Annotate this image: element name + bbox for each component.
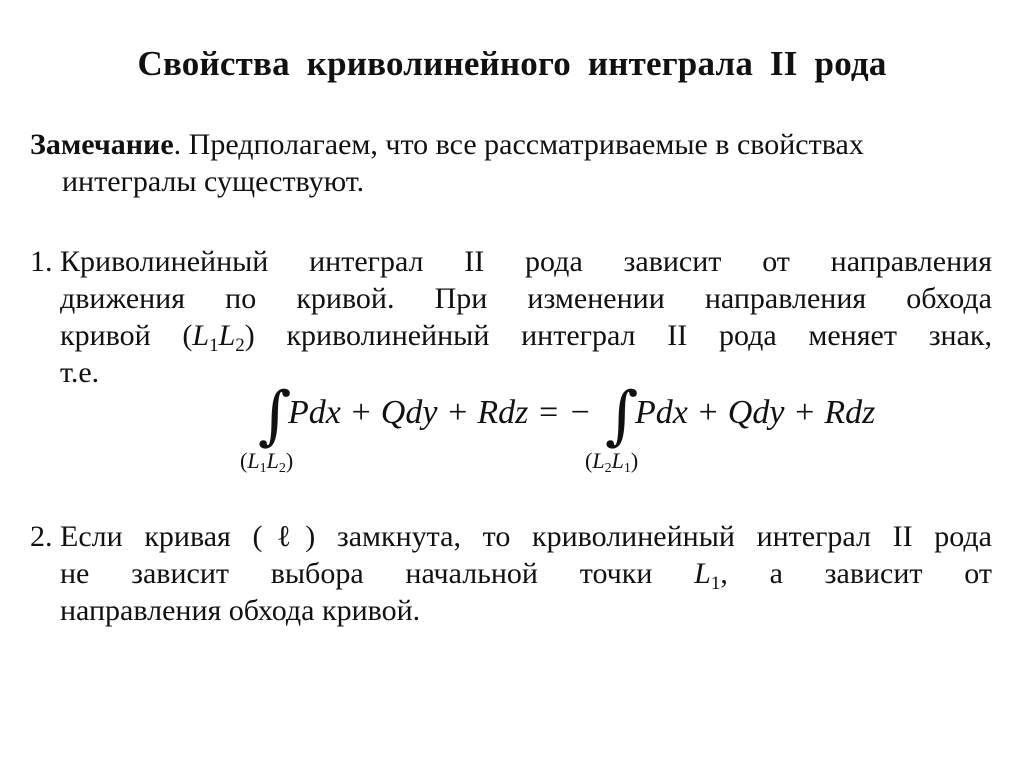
math-sub: 1 [710,573,721,594]
integral-formula [0,380,1024,490]
paren: ( [585,448,593,473]
integral-sign-left: ∫ [258,379,292,453]
property-2-line2 [60,555,992,592]
property-2-line2-end: , а зависит от [720,557,992,590]
property-1-line1: Криволинейный интеграл II рода зависит от направления [60,245,992,278]
right-integral-limit [585,448,638,474]
math-sub: 2 [604,461,612,476]
math-sub: 1 [209,335,219,356]
math-L: L [611,448,624,473]
property-2 [30,518,992,629]
property-2-body [60,518,992,629]
property-1-line4: т.е. [60,356,100,389]
paren: ( [240,448,248,473]
property-2-line2-start: не зависит выбора начальной точки [60,557,695,590]
math-sub: 1 [623,461,631,476]
note-label: Замечание [30,128,174,161]
formula-left-expression: Pdx + Qdy + Rdz = − [288,394,592,431]
property-1-line2: движения по кривой. При изменении направления обхода [60,282,992,315]
property-2-number: 2. [30,520,53,553]
property-1-line3-start: кривой ( [60,319,193,352]
paren: ) [630,448,639,473]
math-sub: 2 [235,335,245,356]
integral-sign-right: ∫ [605,379,639,453]
note-text-line1: . Предполагаем, что все рассматриваемые в свойствах [173,128,864,161]
math-L: L [247,448,260,473]
property-1-number: 1. [30,245,53,278]
property-1-line3-end: ) криволинейный интеграл II рода меняет знак, [244,319,992,352]
math-L: L [218,319,236,352]
property-2-line3: направления обхода кривой. [60,594,421,627]
math-sub: 1 [259,461,267,476]
slide-title: Свойства криволинейного интеграла II рода [137,44,887,83]
math-L: L [266,448,279,473]
property-1-body [60,243,992,391]
math-sub: 2 [278,461,286,476]
paren: ) [285,448,294,473]
formula-right-expression: Pdx + Qdy + Rdz [635,394,876,431]
note-paragraph [30,126,1000,200]
property-1-line3 [60,317,992,354]
math-L: L [192,319,210,352]
note-text-line2: интегралы существуют. [62,165,365,198]
math-L: L [694,557,711,590]
left-integral-limit [240,448,293,474]
math-L: L [592,448,605,473]
property-2-line1: Если кривая (ℓ) замкнута, то криволинейный интеграл II рода [60,520,992,553]
property-1 [30,243,992,391]
